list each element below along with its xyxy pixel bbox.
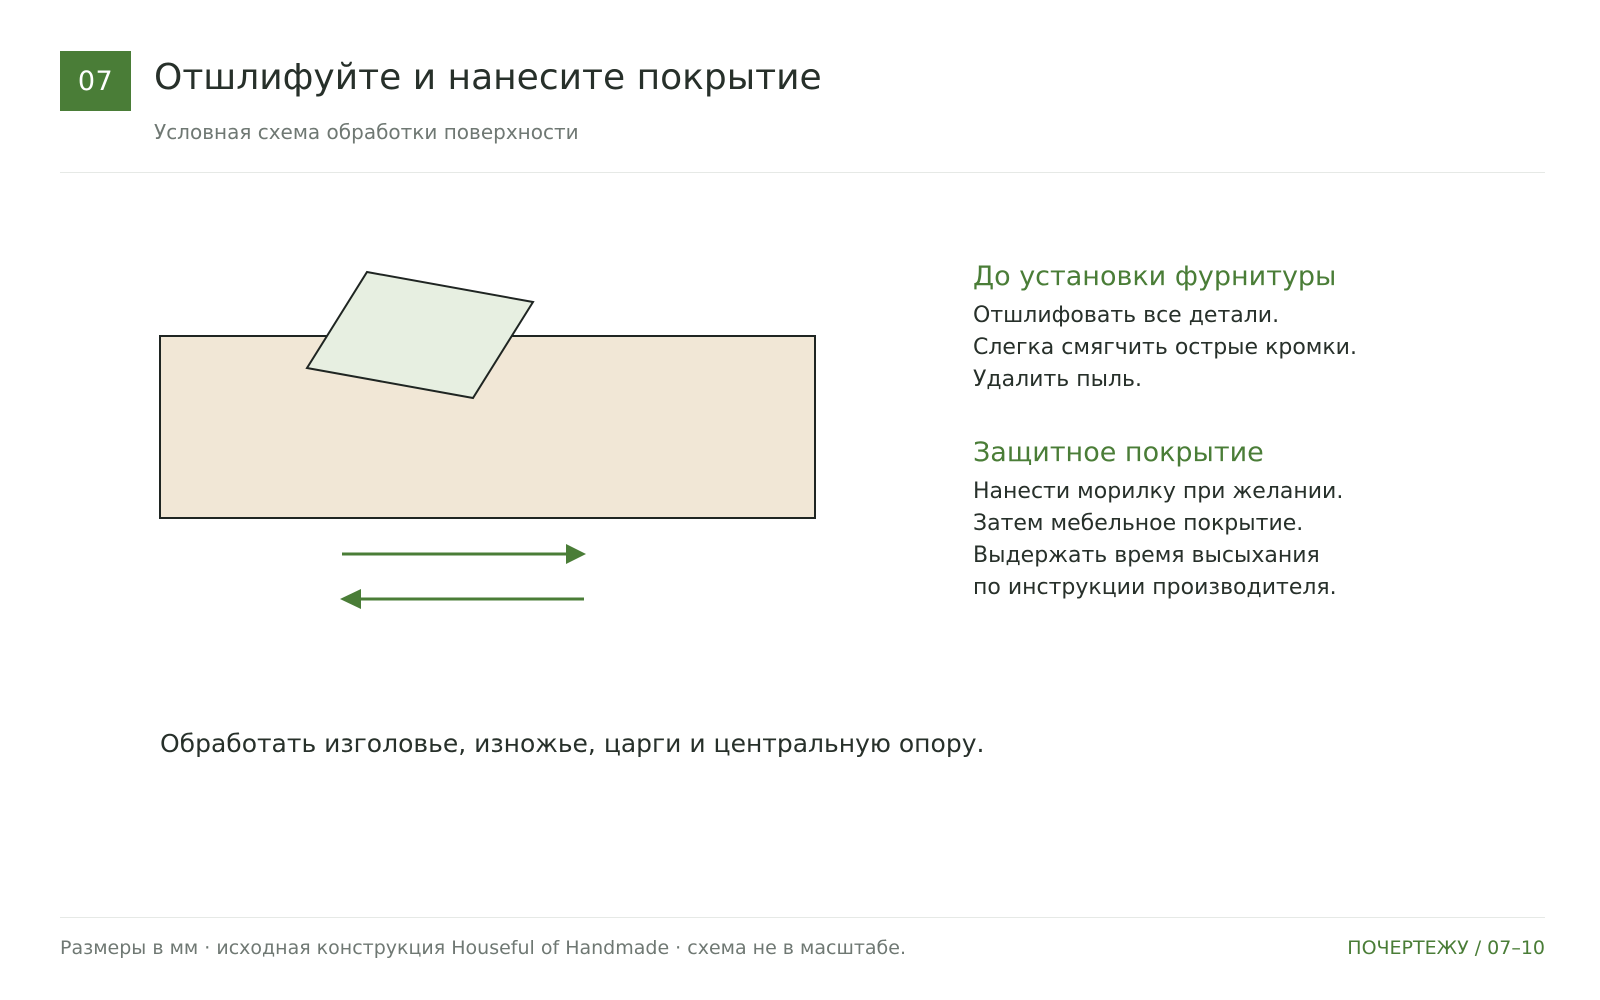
- note-heading: Защитное покрытие: [973, 437, 1264, 468]
- page-subtitle: Условная схема обработки поверхности: [154, 120, 579, 144]
- note-line: по инструкции производителя.: [973, 575, 1337, 600]
- footer-note: Размеры в мм · исходная конструкция Houseful of Handmade · схема не в масштабе.: [60, 937, 907, 959]
- note-line: Нанести морилку при желании.: [973, 479, 1344, 504]
- note-block-before-hardware: [973, 260, 1533, 396]
- note-line: Удалить пыль.: [973, 367, 1143, 392]
- note-line: Слегка смягчить острые кромки.: [973, 335, 1357, 360]
- note-heading: До установки фурнитуры: [973, 261, 1337, 292]
- note-line: Отшлифовать все детали.: [973, 303, 1280, 328]
- arrow-right-icon: [342, 544, 586, 564]
- note-block-protective-coating: [973, 436, 1533, 604]
- note-line: Выдержать время высыхания: [973, 543, 1320, 568]
- step-number: 07: [77, 65, 114, 97]
- notes-panel: [973, 260, 1533, 644]
- footer-reference: ПОЧЕРТЕЖУ / 07–10: [1347, 937, 1545, 959]
- sanding-diagram: [0, 0, 900, 700]
- page-title: Отшлифуйте и нанесите покрытие: [154, 57, 822, 98]
- arrow-left-icon: [340, 589, 584, 609]
- diagram-caption: Обработать изголовье, изножье, царги и центральную опору.: [160, 729, 985, 758]
- footer-divider: [60, 917, 1545, 918]
- note-line: Затем мебельное покрытие.: [973, 511, 1304, 536]
